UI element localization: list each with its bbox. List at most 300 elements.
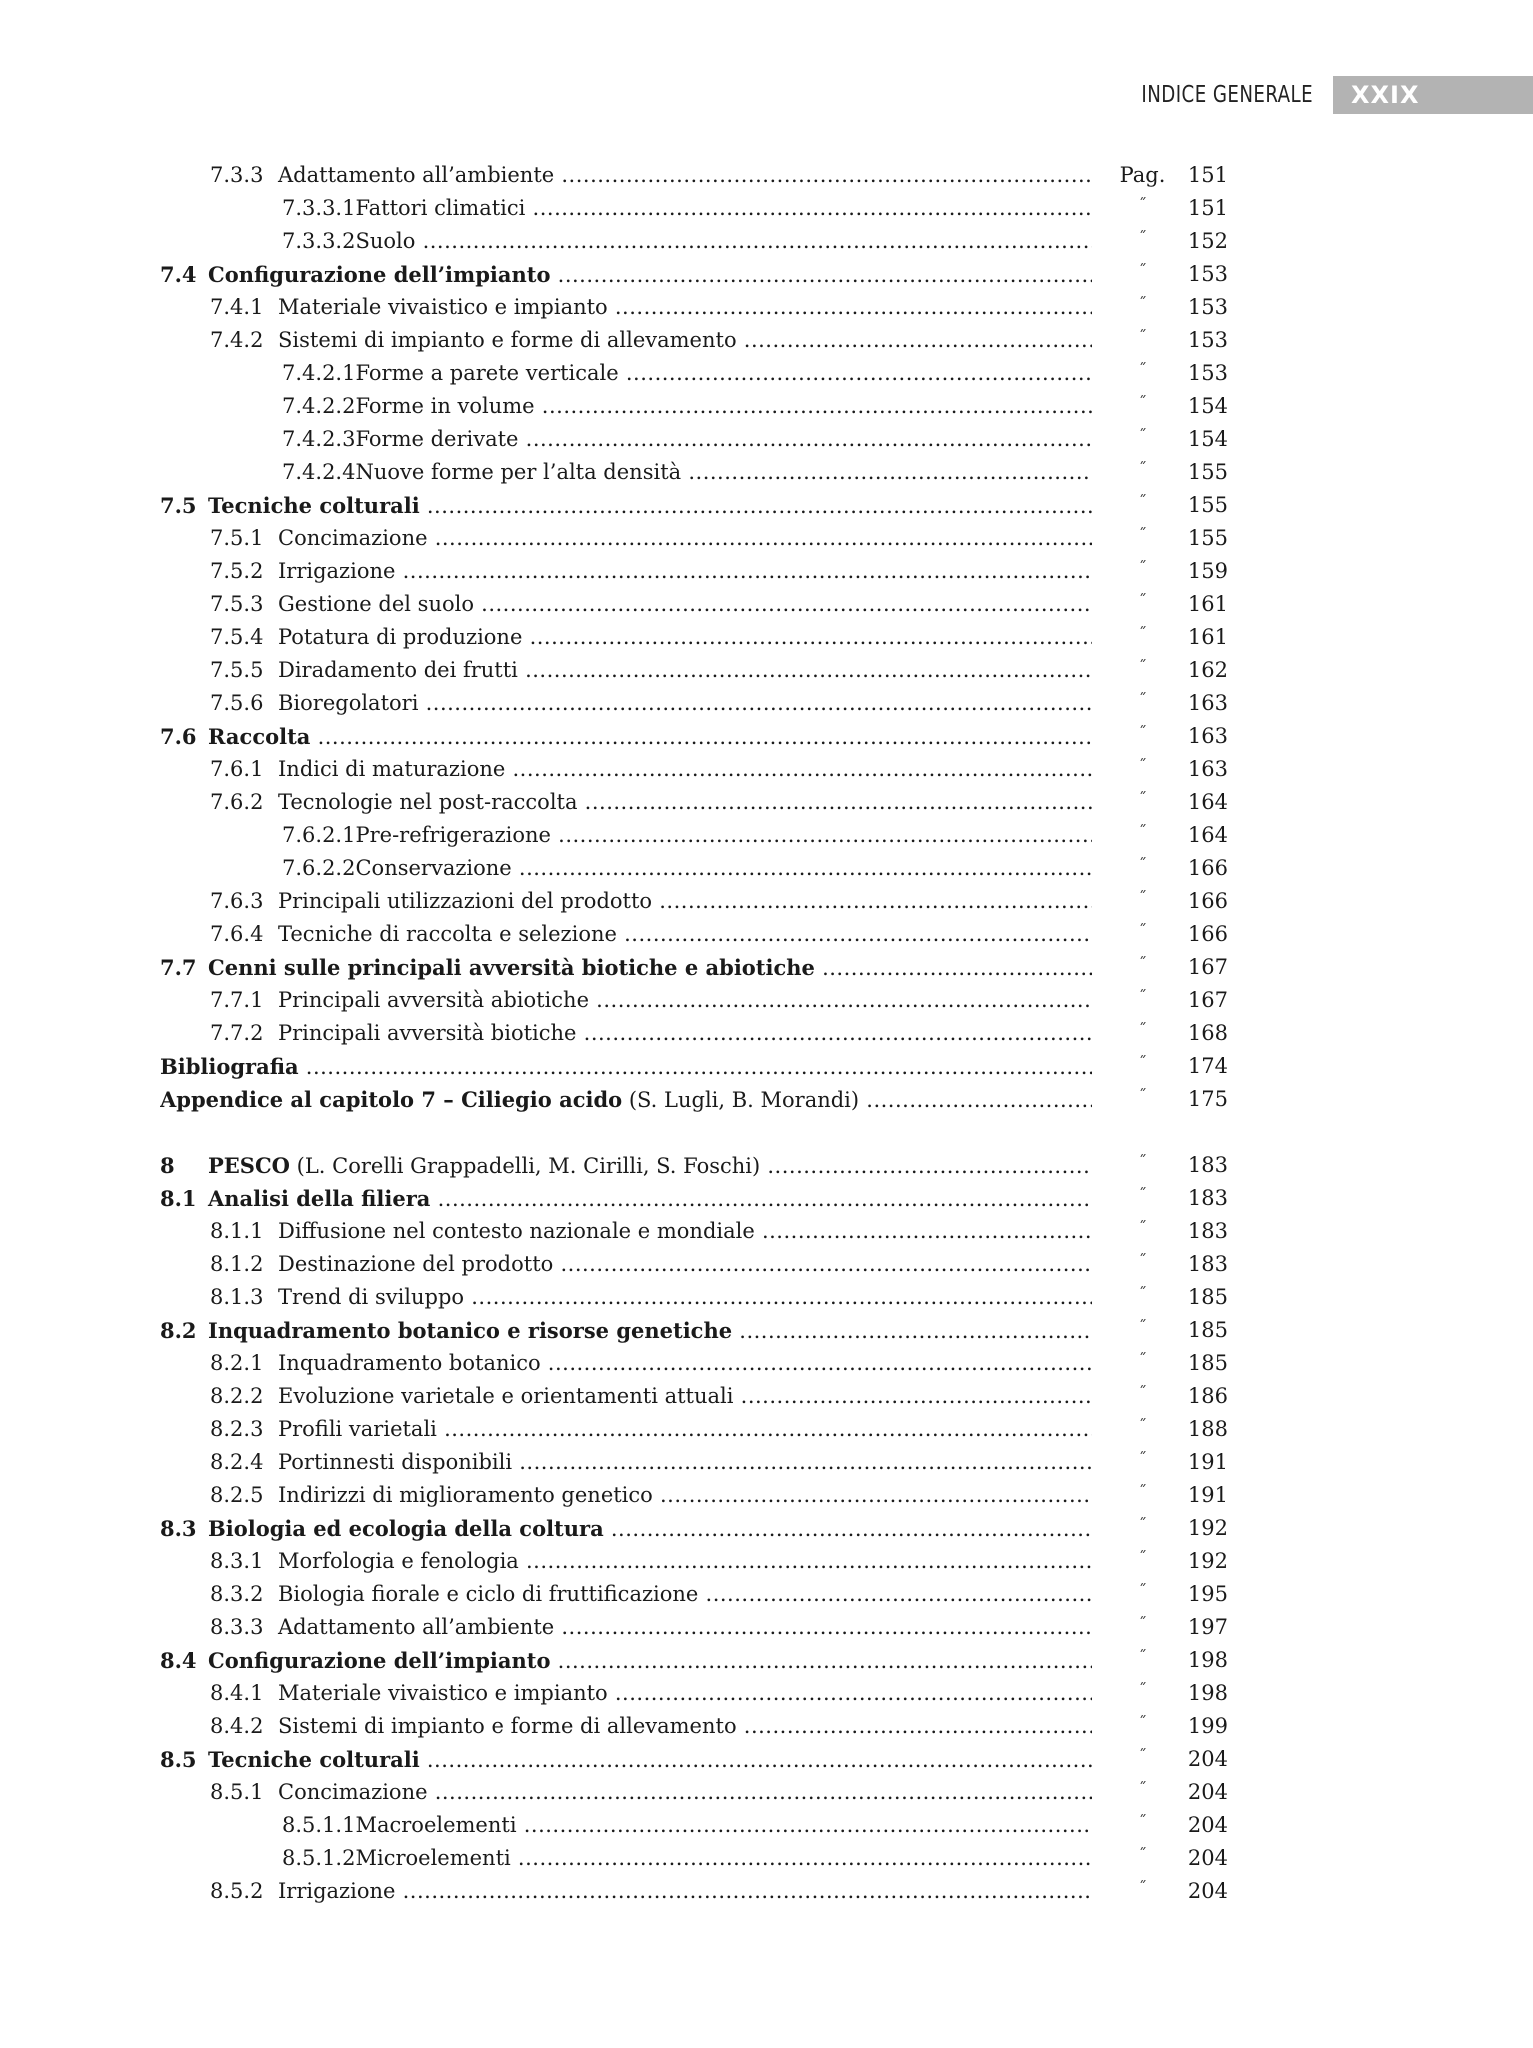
toc-entry-number: 8.2 [160,1318,197,1343]
toc-page-number: 166 [1187,889,1228,913]
toc-entry-title: Bibliografia [160,1054,299,1079]
toc-page-number: 164 [1187,823,1228,847]
toc-entry-title: Pre-refrigerazione [355,823,551,847]
toc-entry-number: 7.7 [160,955,197,980]
toc-entry[interactable] [0,159,1533,192]
toc-entry-number: 7.3.3.2 [282,229,356,253]
toc-page-number: 195 [1187,1582,1228,1606]
toc-entry[interactable] [0,1743,1533,1776]
toc-entry-text [160,1875,1092,1908]
toc-entry-number: 8.1.2 [210,1252,264,1276]
toc-entry-text [160,1644,1092,1678]
toc-entry-number: 7.5 [160,493,197,518]
toc-entry-title: Profili varietali [278,1417,437,1441]
toc-entry-number: 7.4 [160,262,197,287]
toc-entry-title: PESCO [208,1153,290,1178]
toc-entry-title: Macroelementi [355,1813,517,1837]
toc-entry[interactable] [0,588,1533,621]
ditto-mark: ˝ [1138,624,1147,643]
toc-page-number: 197 [1187,1615,1228,1639]
toc-entry-title: Analisi della filiera [208,1186,431,1211]
toc-entry-title: Forme derivate [355,427,519,451]
running-header [0,76,1533,114]
ditto-mark: ˝ [1138,1086,1147,1105]
toc-entry-number: 8.3.2 [210,1582,264,1606]
toc-entry-number: 8.4 [160,1648,197,1673]
toc-page-number: 183 [1187,1219,1228,1243]
toc-entry[interactable] [0,1248,1533,1281]
toc-entry-number: 8.1.1 [210,1219,264,1243]
toc-entry-text [160,1281,1092,1314]
toc-entry-number: 7.6.2.2 [282,856,356,880]
toc-page-number: 204 [1187,1813,1228,1837]
toc-entry-text [160,1050,1092,1084]
toc-page-number: 151 [1187,196,1228,220]
toc-page-number: 154 [1187,394,1228,418]
ditto-mark: ˝ [1138,195,1147,214]
toc-entry-text [160,1413,1092,1446]
toc-page-number: 204 [1187,1879,1228,1903]
toc-entry-title: Evoluzione varietale e orientamenti attuali [278,1384,734,1408]
ditto-mark: ˝ [1138,1812,1147,1831]
toc-entry-text [160,456,1092,489]
toc-entry-title: Configurazione dell’impianto [208,262,551,287]
ditto-mark: ˝ [1138,1020,1147,1039]
ditto-mark: ˝ [1138,459,1147,478]
ditto-mark: ˝ [1138,1614,1147,1633]
page-number: XXIX [1351,81,1420,109]
ditto-mark: ˝ [1138,1515,1147,1534]
toc-entry-number: 7.6 [160,724,197,749]
toc-page-number: 168 [1187,1021,1228,1045]
toc-entry-title: Adattamento all’ambiente [278,1615,555,1639]
toc-entry-text [160,1710,1092,1743]
toc-entry-title: Biologia fiorale e ciclo di fruttificazione [278,1582,699,1606]
toc-entry[interactable] [0,1050,1533,1083]
toc-page-number: 192 [1187,1549,1228,1573]
ditto-mark: ˝ [1138,525,1147,544]
ditto-mark: ˝ [1138,789,1147,808]
toc-entry-number: 7.6.2.1 [282,823,356,847]
toc-page-number: 159 [1187,559,1228,583]
toc-entry[interactable] [0,1710,1533,1743]
toc-entry-text [160,1578,1092,1611]
toc-page-number: 163 [1187,757,1228,781]
toc-page-number: 167 [1187,955,1228,979]
toc-entry-title: Indici di maturazione [278,757,506,781]
toc-page-number: 153 [1187,361,1228,385]
toc-entry-title: Portinnesti disponibili [278,1450,513,1474]
toc-page-number: 153 [1187,328,1228,352]
toc-entry-title: Tecnologie nel post-raccolta [278,790,578,814]
ditto-mark: ˝ [1138,1482,1147,1501]
toc-entry-text [160,1017,1092,1050]
toc-entry[interactable] [0,423,1533,456]
toc-page-number: 151 [1187,163,1228,187]
toc-entry[interactable] [0,1578,1533,1611]
toc-entry-title: Appendice al capitolo 7 – Ciliegio acido [160,1087,623,1112]
toc-entry-text [160,687,1092,720]
ditto-mark: ˝ [1138,228,1147,247]
ditto-mark: ˝ [1138,591,1147,610]
toc-entry-number: 8.1.3 [210,1285,264,1309]
toc-entry-text [160,1743,1092,1777]
toc-entry-text [160,489,1092,523]
toc-entry-text [160,522,1092,555]
toc-entry-title: Principali avversità abiotiche [278,988,589,1012]
toc-entry-title: Forme a parete verticale [355,361,619,385]
toc-entry[interactable] [0,753,1533,786]
toc-entry-title: Gestione del suolo [278,592,474,616]
toc-entry-title: Sistemi di impianto e forme di allevamento [278,328,737,352]
toc-entry[interactable] [0,324,1533,357]
toc-entry-number: 7.4.2.1 [282,361,356,385]
toc-entry-number: 8.3.3 [210,1615,264,1639]
toc-entry-text [160,1380,1092,1413]
toc-entry[interactable] [0,489,1533,522]
toc-entry-text [160,1776,1092,1809]
toc-entry-number: 8.2.2 [210,1384,264,1408]
toc-entry-text [160,885,1092,918]
toc-entry-title: Conservazione [355,856,512,880]
toc-page-number: 204 [1187,1780,1228,1804]
toc-entry-text [160,1677,1092,1710]
toc-page-number: 204 [1187,1747,1228,1771]
ditto-mark: ˝ [1138,426,1147,445]
toc-entry-title: Diradamento dei frutti [278,658,518,682]
toc-page-number: 161 [1187,625,1228,649]
toc-entry-title: Cenni sulle principali avversità biotiche e abiotiche [208,955,815,980]
toc-entry[interactable] [0,621,1533,654]
toc-entry-number: 8.2.1 [210,1351,264,1375]
toc-entry-number: 7.6.3 [210,889,264,913]
ditto-mark: ˝ [1138,1317,1147,1336]
toc-entry-title: Raccolta [208,724,311,749]
toc-page-number: 152 [1187,229,1228,253]
toc-entry-text [160,852,1092,885]
toc-entry-number: 7.5.4 [210,625,264,649]
toc-entry-title: Potatura di produzione [278,625,523,649]
ditto-mark: ˝ [1138,954,1147,973]
toc-entry-title: Morfologia e fenologia [278,1549,519,1573]
toc-entry-number: 7.4.2.2 [282,394,356,418]
toc-entry[interactable] [0,654,1533,687]
toc-page-number: 185 [1187,1351,1228,1375]
toc-page-number: 155 [1187,526,1228,550]
toc-entry-authors: (S. Lugli, B. Morandi) [628,1088,860,1112]
toc-entry-number: 8.2.5 [210,1483,264,1507]
toc-entry-text [160,621,1092,654]
toc-entry-text [160,753,1092,786]
toc-entry-number: 7.3.3 [210,163,264,187]
toc-entry-text [160,324,1092,357]
toc-entry-number: 8.3.1 [210,1549,264,1573]
toc-entry-number: 7.5.2 [210,559,264,583]
toc-entry-title: Destinazione del prodotto [278,1252,554,1276]
ditto-mark: ˝ [1138,1383,1147,1402]
toc-page-number: 162 [1187,658,1228,682]
page-label: Pag. [1119,163,1166,187]
toc-entry-text [160,918,1092,951]
toc-entry-text [160,786,1092,819]
ditto-mark: ˝ [1138,1680,1147,1699]
toc-entry-title: Biologia ed ecologia della coltura [208,1516,604,1541]
toc-entry-number: 7.5.5 [210,658,264,682]
toc-entry-number: 7.6.2 [210,790,264,814]
toc-entry[interactable] [0,1347,1533,1380]
toc-entry[interactable] [0,951,1533,984]
toc-entry-title: Tecniche colturali [208,493,420,518]
toc-page-number: 161 [1187,592,1228,616]
toc-entry-title: Bioregolatori [278,691,419,715]
toc-entry[interactable] [0,1314,1533,1347]
toc-page-number: 153 [1187,295,1228,319]
ditto-mark: ˝ [1138,1647,1147,1666]
toc-page-number: 153 [1187,262,1228,286]
toc-entry[interactable] [0,1545,1533,1578]
toc-entry[interactable] [0,1446,1533,1479]
toc-entry-number: 8.5.1 [210,1780,264,1804]
toc-page-number: 199 [1187,1714,1228,1738]
toc-entry-title: Forme in volume [355,394,535,418]
ditto-mark: ˝ [1138,822,1147,841]
toc-entry-number: 8 [160,1153,175,1178]
ditto-mark: ˝ [1138,1251,1147,1270]
toc-entry-number: 7.7.1 [210,988,264,1012]
toc-entry[interactable] [0,1380,1533,1413]
toc-entry-text [160,423,1092,456]
toc-page-number: 204 [1187,1846,1228,1870]
toc-page-number: 174 [1187,1054,1228,1078]
running-header-title: INDICE GENERALE [1141,82,1313,108]
toc-entry[interactable] [0,192,1533,225]
ditto-mark: ˝ [1138,657,1147,676]
ditto-mark: ˝ [1138,1449,1147,1468]
toc-entry-title: Principali avversità biotiche [278,1021,577,1045]
toc-entry-title: Tecniche colturali [208,1747,420,1772]
page-number-box [1333,76,1533,114]
toc-page-number: 154 [1187,427,1228,451]
toc-entry[interactable] [0,1512,1533,1545]
toc-entry-number: 8.2.4 [210,1450,264,1474]
ditto-mark: ˝ [1138,1878,1147,1897]
table-of-contents [0,159,1533,1908]
toc-page-number: 198 [1187,1648,1228,1672]
toc-entry-text [160,357,1092,390]
toc-entry-text [160,1215,1092,1248]
toc-entry-text [160,1842,1092,1875]
ditto-mark: ˝ [1138,1713,1147,1732]
toc-entry[interactable] [0,1875,1533,1908]
toc-entry[interactable] [0,918,1533,951]
ditto-mark: ˝ [1138,1152,1147,1171]
toc-entry[interactable] [0,456,1533,489]
toc-entry-text [160,1182,1092,1216]
toc-entry-title: Trend di sviluppo [278,1285,465,1309]
toc-entry[interactable] [0,291,1533,324]
ditto-mark: ˝ [1138,1548,1147,1567]
toc-entry-title: Irrigazione [278,559,396,583]
toc-entry[interactable] [0,1677,1533,1710]
toc-entry-text [160,192,1092,225]
toc-entry-text [160,1446,1092,1479]
toc-entry-text [160,159,1092,192]
ditto-mark: ˝ [1138,723,1147,742]
toc-entry-number: 8.1 [160,1186,197,1211]
toc-entry-number: 7.4.2.3 [282,427,356,451]
toc-entry-number: 7.7.2 [210,1021,264,1045]
toc-page-number: 163 [1187,691,1228,715]
toc-entry-title: Adattamento all’ambiente [278,163,555,187]
toc-entry-number: 8.5.2 [210,1879,264,1903]
toc-entry-title: Concimazione [278,526,428,550]
ditto-mark: ˝ [1138,1350,1147,1369]
ditto-mark: ˝ [1138,1284,1147,1303]
toc-entry-text [160,984,1092,1017]
toc-entry[interactable] [0,225,1533,258]
toc-entry[interactable] [0,786,1533,819]
toc-entry-number: 8.5 [160,1747,197,1772]
toc-entry[interactable] [0,1809,1533,1842]
toc-entry[interactable] [0,885,1533,918]
toc-entry-title: Fattori climatici [355,196,526,220]
ditto-mark: ˝ [1138,492,1147,511]
toc-entry-text [160,1611,1092,1644]
toc-entry-text [160,1479,1092,1512]
toc-entry-number: 8.3 [160,1516,197,1541]
toc-entry-text [160,1347,1092,1380]
toc-page-number: 186 [1187,1384,1228,1408]
ditto-mark: ˝ [1138,1185,1147,1204]
toc-page-number: 155 [1187,460,1228,484]
toc-entry-title: Configurazione dell’impianto [208,1648,551,1673]
toc-page-number: 183 [1187,1252,1228,1276]
toc-entry[interactable] [0,1215,1533,1248]
ditto-mark: ˝ [1138,1053,1147,1072]
toc-entry-text [160,225,1092,258]
ditto-mark: ˝ [1138,360,1147,379]
toc-entry-text [160,555,1092,588]
toc-entry-text [160,1545,1092,1578]
toc-page-number: 188 [1187,1417,1228,1441]
toc-page-number: 166 [1187,856,1228,880]
toc-entry-title: Suolo [355,229,416,253]
toc-page-number: 191 [1187,1450,1228,1474]
toc-entry[interactable] [0,555,1533,588]
toc-entry-title: Diffusione nel contesto nazionale e mondiale [278,1219,755,1243]
ditto-mark: ˝ [1138,1845,1147,1864]
toc-entry[interactable] [0,720,1533,753]
toc-entry-text [160,588,1092,621]
toc-entry-text [160,1809,1092,1842]
ditto-mark: ˝ [1138,294,1147,313]
toc-entry[interactable] [0,1182,1533,1215]
toc-entry-number: 8.2.3 [210,1417,264,1441]
toc-entry[interactable] [0,1149,1533,1182]
toc-entry-text [160,951,1092,985]
toc-entry[interactable] [0,1083,1533,1116]
toc-page-number: 198 [1187,1681,1228,1705]
toc-entry-number: 7.6.1 [210,757,264,781]
toc-page-number: 166 [1187,922,1228,946]
toc-entry[interactable] [0,1776,1533,1809]
ditto-mark: ˝ [1138,888,1147,907]
toc-entry-number: 7.4.1 [210,295,264,319]
toc-entry-title: Indirizzi di miglioramento genetico [278,1483,653,1507]
toc-entry[interactable] [0,1281,1533,1314]
toc-entry[interactable] [0,258,1533,291]
ditto-mark: ˝ [1138,921,1147,940]
toc-page-number: 167 [1187,988,1228,1012]
toc-page-number: 155 [1187,493,1228,517]
ditto-mark: ˝ [1138,1581,1147,1600]
ditto-mark: ˝ [1138,756,1147,775]
ditto-mark: ˝ [1138,558,1147,577]
toc-page-number: 185 [1187,1318,1228,1342]
toc-entry[interactable] [0,984,1533,1017]
toc-entry[interactable] [0,1479,1533,1512]
toc-entry-text [160,1083,1092,1117]
toc-entry-number: 8.4.2 [210,1714,264,1738]
toc-entry[interactable] [0,1842,1533,1875]
toc-entry-number: 7.5.3 [210,592,264,616]
toc-page-number: 164 [1187,790,1228,814]
toc-entry-title: Tecniche di raccolta e selezione [278,922,617,946]
toc-entry-text [160,291,1092,324]
toc-page-number: 183 [1187,1153,1228,1177]
toc-entry-text [160,1314,1092,1348]
toc-entry-text [160,720,1092,754]
ditto-mark: ˝ [1138,327,1147,346]
toc-entry-title: Principali utilizzazioni del prodotto [278,889,653,913]
toc-entry[interactable] [0,1611,1533,1644]
toc-entry-title: Materiale vivaistico e impianto [278,295,608,319]
ditto-mark: ˝ [1138,261,1147,280]
toc-entry-text [160,258,1092,292]
toc-entry-text [160,1149,1092,1183]
toc-entry[interactable] [0,819,1533,852]
ditto-mark: ˝ [1138,987,1147,1006]
toc-entry[interactable] [0,1644,1533,1677]
toc-entry-number: 7.4.2.4 [282,460,356,484]
toc-entry[interactable] [0,852,1533,885]
toc-entry[interactable] [0,687,1533,720]
toc-page-number: 191 [1187,1483,1228,1507]
toc-entry[interactable] [0,357,1533,390]
ditto-mark: ˝ [1138,855,1147,874]
ditto-mark: ˝ [1138,1218,1147,1237]
toc-page-number: 163 [1187,724,1228,748]
toc-page-number: 175 [1187,1087,1228,1111]
toc-page-number: 192 [1187,1516,1228,1540]
toc-entry-title: Materiale vivaistico e impianto [278,1681,608,1705]
toc-entry-number: 7.6.4 [210,922,264,946]
toc-entry[interactable] [0,390,1533,423]
toc-entry-title: Microelementi [355,1846,511,1870]
toc-entry-title: Inquadramento botanico [278,1351,541,1375]
toc-entry[interactable] [0,1017,1533,1050]
toc-entry-number: 7.3.3.1 [282,196,356,220]
toc-page-number: 183 [1187,1186,1228,1210]
toc-entry-authors: (L. Corelli Grappadelli, M. Cirilli, S. Foschi) [296,1154,761,1178]
toc-entry-text [160,819,1092,852]
ditto-mark: ˝ [1138,690,1147,709]
toc-entry-text [160,1248,1092,1281]
toc-entry[interactable] [0,1413,1533,1446]
toc-entry-text [160,390,1092,423]
toc-entry[interactable] [0,522,1533,555]
toc-entry-text [160,654,1092,687]
